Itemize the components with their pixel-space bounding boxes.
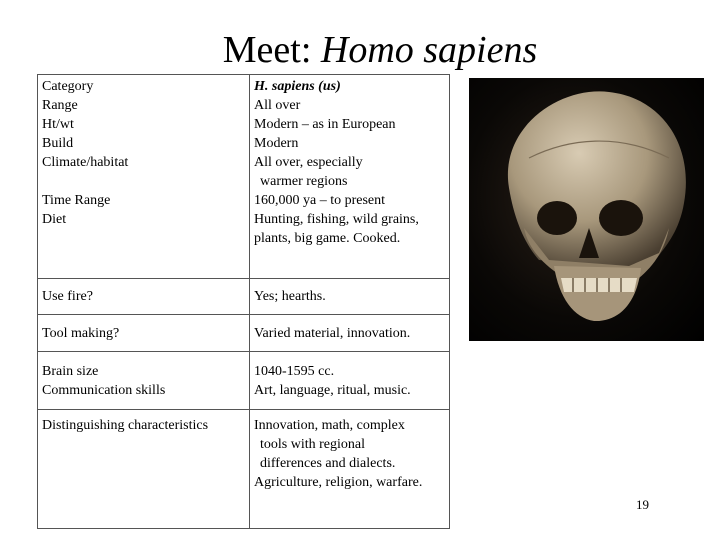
- value-tool-making: Varied material, innovation.: [250, 315, 450, 352]
- value-distinguishing: [250, 410, 450, 529]
- value-ht-wt: Modern – as in European: [254, 117, 396, 132]
- label-brain-comm: [38, 352, 250, 410]
- value-cell: [250, 75, 450, 279]
- label-tool-making: Tool making?: [38, 315, 250, 352]
- value-brain-size: 1040-1595 cc.: [254, 363, 335, 379]
- value-brain-comm: [250, 352, 450, 410]
- label-time-range: Time Range: [42, 193, 111, 208]
- value-distinguishing-4: Agriculture, religion, warfare.: [254, 475, 423, 490]
- label-distinguishing: Distinguishing characteristics: [38, 410, 250, 529]
- table-row: [38, 352, 450, 410]
- value-communication: Art, language, ritual, music.: [254, 382, 411, 398]
- skull-photo: [469, 78, 704, 341]
- table-row: [38, 315, 450, 352]
- value-range: All over: [254, 98, 301, 113]
- value-use-fire: Yes; hearths.: [250, 279, 450, 315]
- label-ht-wt: Ht/wt: [42, 117, 74, 132]
- label-use-fire: Use fire?: [38, 279, 250, 315]
- label-climate: Climate/habitat: [42, 155, 129, 170]
- species-info-table: [37, 74, 450, 529]
- title-prefix: Meet:: [222, 29, 321, 71]
- table-row: [38, 279, 450, 315]
- value-distinguishing-3: differences and dialects.: [260, 456, 396, 471]
- value-category: H. sapiens (us): [254, 79, 341, 94]
- page-number: 19: [636, 497, 649, 512]
- table-row: [38, 75, 450, 279]
- label-spacer: [42, 172, 245, 191]
- value-build: Modern: [254, 136, 299, 151]
- label-cell: [38, 75, 250, 279]
- value-distinguishing-2: tools with regional: [260, 437, 365, 452]
- value-climate-1: All over, especially: [254, 155, 363, 170]
- title-species: Homo sapiens: [320, 29, 538, 71]
- label-brain-size: Brain size: [42, 363, 99, 379]
- skull-icon: [469, 78, 704, 341]
- page-title: [0, 28, 720, 72]
- value-distinguishing-1: Innovation, math, complex: [254, 418, 405, 433]
- label-diet: Diet: [42, 212, 67, 227]
- label-build: Build: [42, 136, 74, 151]
- value-diet-2: plants, big game. Cooked.: [254, 231, 401, 246]
- value-time-range: 160,000 ya – to present: [254, 193, 386, 208]
- table-row: [38, 410, 450, 529]
- label-category: Category: [42, 79, 94, 94]
- value-diet-1: Hunting, fishing, wild grains,: [254, 212, 419, 227]
- value-climate-2: warmer regions: [260, 174, 348, 189]
- label-range: Range: [42, 98, 78, 113]
- label-communication: Communication skills: [42, 382, 166, 398]
